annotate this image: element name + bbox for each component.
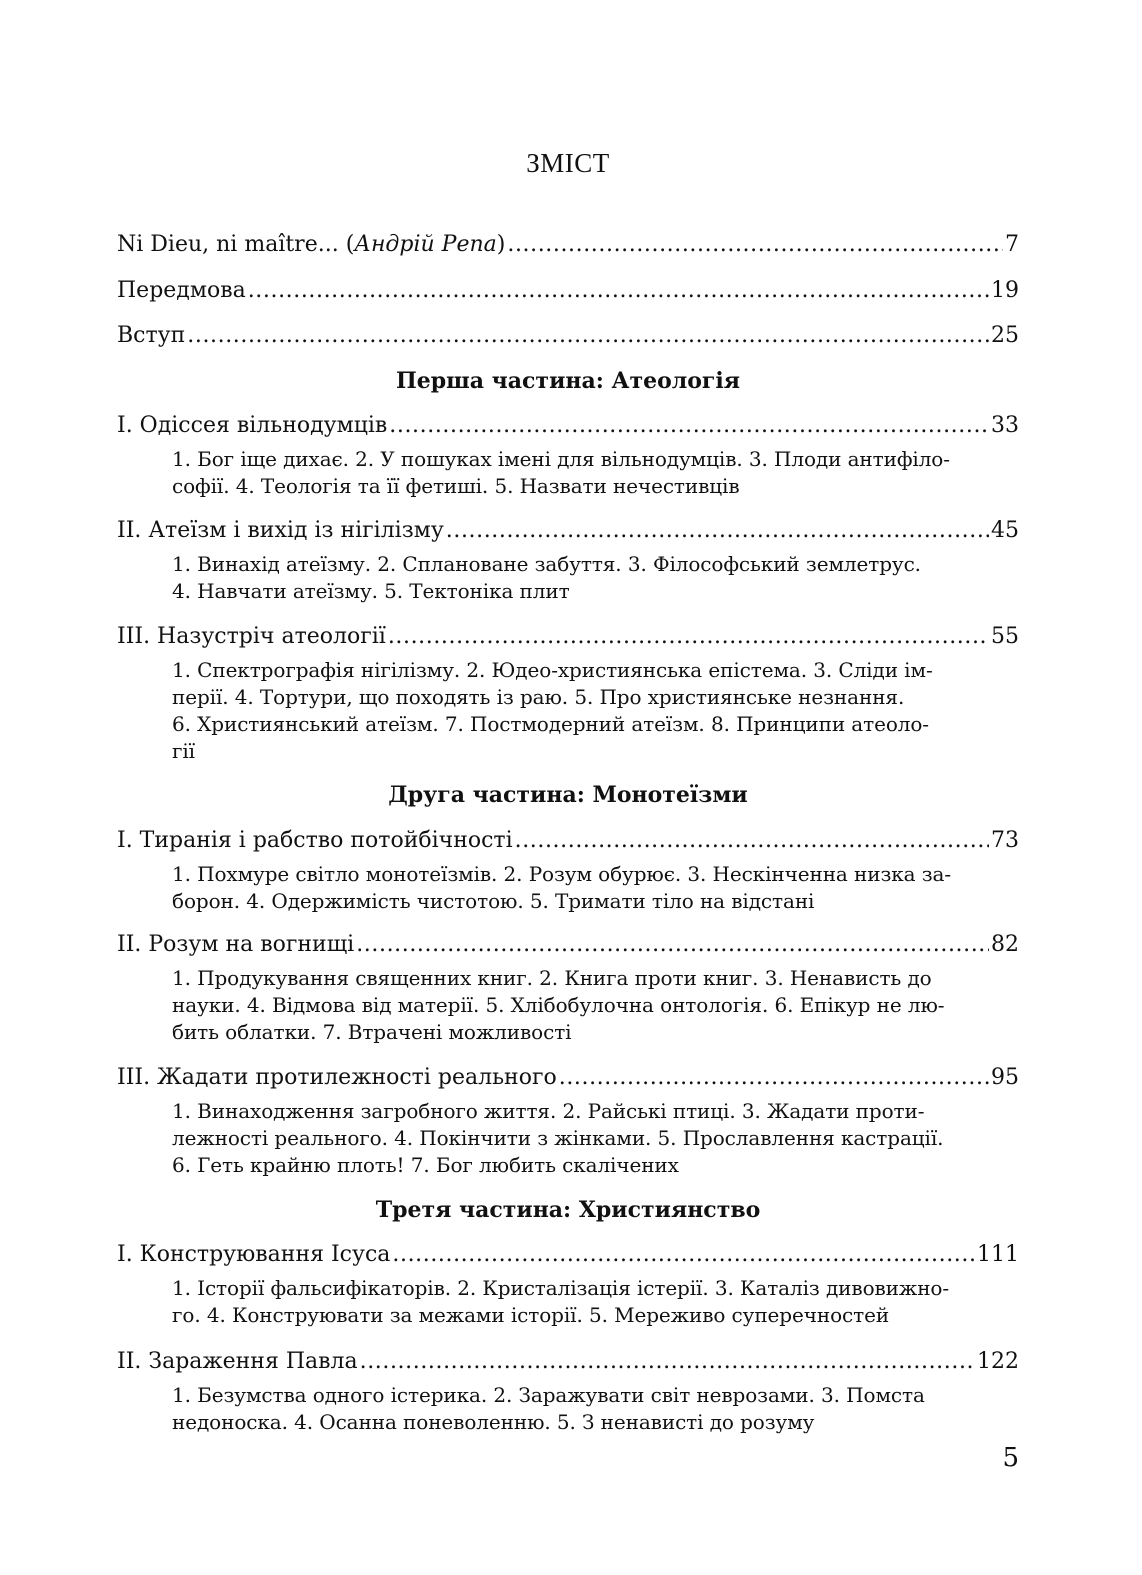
toc-chapter bbox=[117, 516, 1019, 546]
subsection-line: гії bbox=[172, 739, 195, 763]
toc-chapter-label: II. Зараження Павла bbox=[117, 1349, 358, 1374]
subsection-line: перії. 4. Тортури, що походять із раю. 5. Про християнське незнання. bbox=[172, 685, 905, 709]
toc-page-number: 33 bbox=[991, 413, 1019, 438]
subsection-line: недоноска. 4. Осанна поневоленню. 5. З ненависті до розуму bbox=[172, 1410, 815, 1434]
subsection-line: науки. 4. Відмова від матерії. 5. Хлібобулочна онтологія. 6. Епікур не лю- bbox=[172, 993, 945, 1017]
dot-leader bbox=[446, 516, 989, 546]
page-number: 5 bbox=[1002, 1443, 1019, 1473]
subsection-line: 4. Навчати атеїзму. 5. Тектоніка плит bbox=[172, 579, 570, 603]
subsection-line: борон. 4. Одержимість чистотою. 5. Тримати тіло на відстані bbox=[172, 889, 815, 913]
dot-leader bbox=[507, 230, 1003, 260]
toc-entry-label: Передмова bbox=[117, 278, 246, 303]
chapter-subsections bbox=[172, 861, 1019, 915]
toc-entry-label: Вступ bbox=[117, 323, 186, 348]
toc-chapter bbox=[117, 1347, 1019, 1377]
chapter-subsections bbox=[172, 657, 1019, 765]
toc-chapter-label: III. Назустріч атеології bbox=[117, 624, 386, 649]
part-heading: Третя частина: Християнство bbox=[375, 1197, 761, 1223]
subsection-line: 6. Геть крайню плоть! 7. Бог любить скалічених bbox=[172, 1153, 679, 1177]
chapter-subsections bbox=[172, 551, 1019, 605]
dot-leader bbox=[356, 930, 989, 960]
toc-page-number: 111 bbox=[977, 1242, 1019, 1267]
subsection-line: 1. Продукування священних книг. 2. Книга проти книг. 3. Ненависть до bbox=[172, 966, 932, 990]
toc-chapter bbox=[117, 930, 1019, 960]
chapter-subsections bbox=[172, 1275, 1019, 1329]
toc-page-number: 122 bbox=[977, 1349, 1019, 1374]
subsection-line: 1. Похмуре світло монотеїзмів. 2. Розум обурює. 3. Нескінченна низка за- bbox=[172, 862, 952, 886]
toc-page-number: 55 bbox=[991, 624, 1019, 649]
dot-leader bbox=[187, 321, 989, 351]
dot-leader bbox=[559, 1063, 989, 1093]
part-heading: Перша частина: Атеологія bbox=[395, 368, 741, 394]
subsection-line: бить облатки. 7. Втрачені можливості bbox=[172, 1020, 572, 1044]
chapter-subsections bbox=[172, 965, 1019, 1046]
toc-chapter bbox=[117, 1240, 1019, 1270]
toc-chapter-label: I. Конструювання Ісуса bbox=[117, 1242, 391, 1267]
toc-chapter bbox=[117, 826, 1019, 856]
dot-leader bbox=[392, 1240, 975, 1270]
subsection-line: 1. Винахід атеїзму. 2. Сплановане забуття. 3. Філософський землетрус. bbox=[172, 552, 921, 576]
toc-chapter-label: I. Тиранія і рабство потойбічності bbox=[117, 828, 513, 853]
toc-page-number: 45 bbox=[991, 518, 1019, 543]
toc-page-number: 73 bbox=[991, 828, 1019, 853]
toc-page-number: 19 bbox=[991, 278, 1019, 303]
toc-entry-label: Ni Dieu, ni maître... (Андрій Репа) bbox=[117, 232, 506, 257]
subsection-line: софії. 4. Теологія та її фетиші. 5. Назвати нечестивців bbox=[172, 474, 740, 498]
toc-entry-preface bbox=[117, 276, 1019, 306]
subsection-line: 1. Історії фальсифікаторів. 2. Кристалізація істерії. 3. Каталіз дивовижно- bbox=[172, 1276, 950, 1300]
dot-leader bbox=[248, 276, 989, 306]
chapter-subsections bbox=[172, 446, 1019, 500]
toc-chapter-label: II. Розум на вогнищі bbox=[117, 932, 355, 957]
toc-chapter bbox=[117, 622, 1019, 652]
chapter-subsections bbox=[172, 1382, 1019, 1436]
part-heading: Друга частина: Монотеїзми bbox=[388, 782, 748, 808]
chapter-subsections bbox=[172, 1098, 1019, 1179]
toc-entry-foreword-repa bbox=[117, 230, 1019, 260]
toc-page-number: 25 bbox=[991, 323, 1019, 348]
page-title: ЗМІСТ bbox=[526, 148, 610, 178]
subsection-line: 6. Християнський атеїзм. 7. Постмодерний атеїзм. 8. Принципи атеоло- bbox=[172, 712, 929, 736]
toc-entry-introduction bbox=[117, 321, 1019, 351]
subsection-line: го. 4. Конструювати за межами історії. 5. Мереживо суперечностей bbox=[172, 1303, 890, 1327]
dot-leader bbox=[388, 622, 989, 652]
toc-chapter bbox=[117, 411, 1019, 441]
dot-leader bbox=[515, 826, 989, 856]
toc-page-number: 95 bbox=[991, 1065, 1019, 1090]
subsection-line: лежності реального. 4. Покінчити з жінками. 5. Прославлення кастрації. bbox=[172, 1126, 944, 1150]
subsection-line: 1. Безумства одного істерика. 2. Заражувати світ неврозами. 3. Помста bbox=[172, 1383, 925, 1407]
toc-page-number: 7 bbox=[1005, 232, 1019, 257]
toc-chapter-label: III. Жадати протилежності реального bbox=[117, 1065, 557, 1090]
dot-leader bbox=[389, 411, 989, 441]
subsection-line: 1. Винаходження загробного життя. 2. Райські птиці. 3. Жадати проти- bbox=[172, 1099, 925, 1123]
toc-page-number: 82 bbox=[991, 932, 1019, 957]
subsection-line: 1. Спектрографія нігілізму. 2. Юдео-християнська епістема. 3. Сліди ім- bbox=[172, 658, 933, 682]
dot-leader bbox=[360, 1347, 975, 1377]
toc-chapter bbox=[117, 1063, 1019, 1093]
toc-chapter-label: II. Атеїзм і вихід із нігілізму bbox=[117, 518, 444, 543]
toc-chapter-label: I. Одіссея вільнодумців bbox=[117, 413, 388, 438]
subsection-line: 1. Бог іще дихає. 2. У пошуках імені для вільнодумців. 3. Плоди антифіло- bbox=[172, 447, 950, 471]
